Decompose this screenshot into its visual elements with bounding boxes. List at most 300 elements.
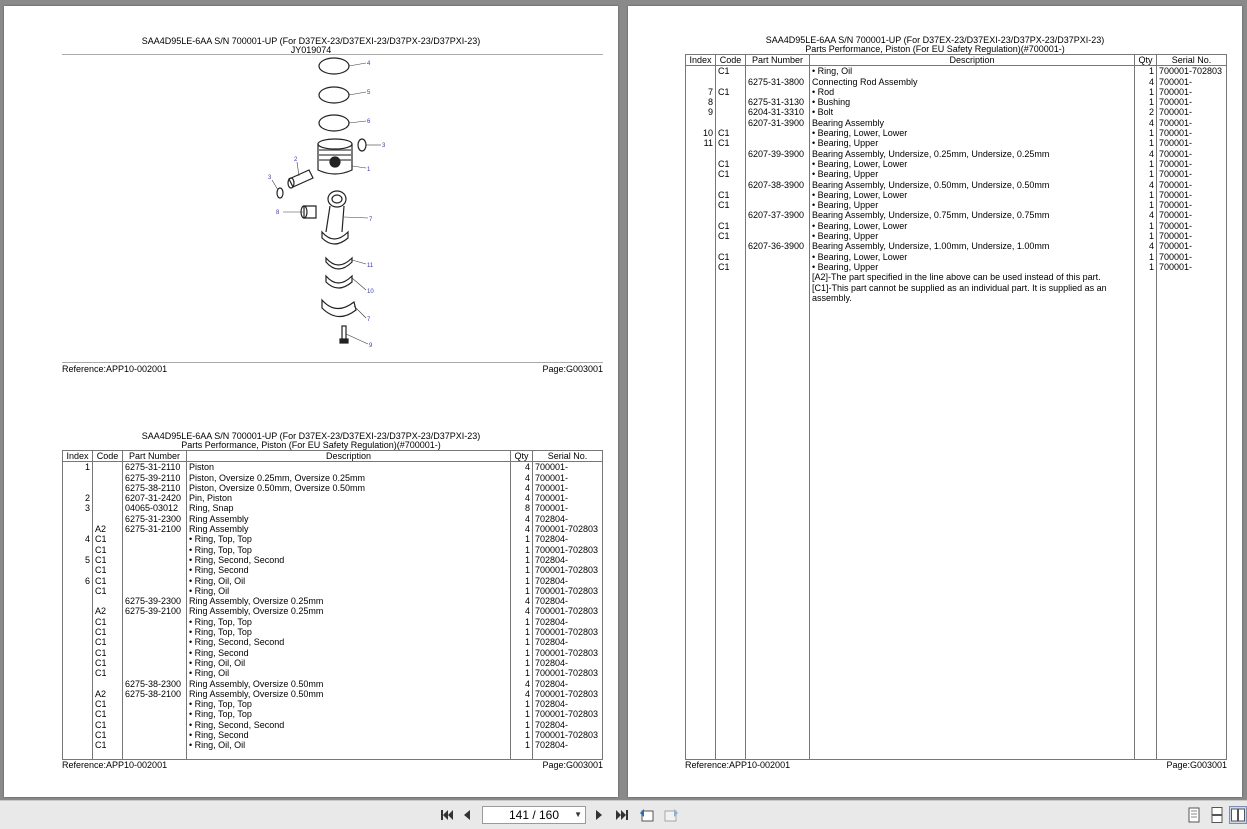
cell-description: Piston bbox=[187, 462, 511, 473]
bearing-upper bbox=[326, 258, 352, 269]
cell-serial: 700001- bbox=[1157, 262, 1227, 272]
table-row bbox=[63, 534, 603, 544]
cell-code: C1 bbox=[716, 169, 746, 179]
cell-qty: 4 bbox=[511, 606, 533, 616]
cell-serial: 700001- bbox=[1157, 159, 1227, 169]
cell-code bbox=[716, 210, 746, 220]
cell-qty: 1 bbox=[511, 586, 533, 596]
cell-qty: 1 bbox=[1135, 252, 1157, 262]
table-row bbox=[686, 262, 1227, 272]
go-back-button[interactable] bbox=[638, 806, 656, 824]
cell-index bbox=[63, 617, 93, 627]
table-row bbox=[63, 545, 603, 555]
cell-serial: 700001-702803 bbox=[533, 545, 603, 555]
cell-serial: 700001- bbox=[1157, 180, 1227, 190]
next-page-button[interactable] bbox=[590, 806, 608, 824]
cell-part-number: 6275-39-2110 bbox=[123, 473, 187, 483]
cell-code: C1 bbox=[716, 231, 746, 241]
go-back-icon bbox=[639, 807, 655, 823]
table-row bbox=[63, 462, 603, 473]
cell-code: A2 bbox=[93, 689, 123, 699]
cell-serial: 700001- bbox=[533, 473, 603, 483]
cell-serial: 700001- bbox=[1157, 200, 1227, 210]
cell-index bbox=[63, 730, 93, 740]
cell-part-number: 6275-31-3130 bbox=[746, 97, 810, 107]
right-page bbox=[628, 6, 1242, 797]
next-page-icon bbox=[594, 809, 604, 821]
page-indicator: 141 / 160 bbox=[508, 808, 560, 822]
cell-part-number bbox=[123, 658, 187, 668]
callout: 11 bbox=[367, 263, 374, 269]
cell-qty: 1 bbox=[1135, 87, 1157, 97]
cell-part-number bbox=[123, 534, 187, 544]
left-page bbox=[4, 6, 618, 797]
cell-part-number bbox=[123, 740, 187, 750]
cell-qty: 1 bbox=[511, 740, 533, 750]
cell-description: Ring Assembly bbox=[187, 524, 511, 534]
col-part-number-header: Part Number bbox=[746, 55, 810, 66]
cell-description: • Ring, Top, Top bbox=[187, 709, 511, 719]
cell-serial: 700001- bbox=[1157, 241, 1227, 251]
cell-code: C1 bbox=[93, 576, 123, 586]
cell-qty: 4 bbox=[1135, 210, 1157, 220]
table-row bbox=[63, 483, 603, 493]
cell-part-number: 6207-38-3900 bbox=[746, 180, 810, 190]
cell-qty: 1 bbox=[511, 545, 533, 555]
reference-label: Reference:APP10-002001 bbox=[62, 760, 168, 770]
cell-serial: 700001-702803 bbox=[533, 668, 603, 678]
cell-serial: 700001-702803 bbox=[533, 689, 603, 699]
cell-qty: 1 bbox=[1135, 128, 1157, 138]
callout: 4 bbox=[367, 61, 371, 67]
cell-index bbox=[63, 720, 93, 730]
cell-code bbox=[93, 514, 123, 524]
table-row bbox=[63, 493, 603, 503]
cell-qty: 1 bbox=[511, 565, 533, 575]
cell-serial: 700001-702803 bbox=[533, 730, 603, 740]
cell-description: • Ring, Top, Top bbox=[187, 627, 511, 637]
cell-qty: 1 bbox=[511, 555, 533, 565]
cell-part-number bbox=[123, 637, 187, 647]
cell-part-number: 6275-39-2300 bbox=[123, 596, 187, 606]
table-row bbox=[63, 709, 603, 719]
cell-index bbox=[63, 689, 93, 699]
cell-qty: 1 bbox=[1135, 66, 1157, 77]
cell-part-number bbox=[746, 252, 810, 262]
cell-description: • Ring, Second bbox=[187, 565, 511, 575]
cell-serial: 700001- bbox=[533, 493, 603, 503]
cell-serial: 700001- bbox=[1157, 190, 1227, 200]
cell-qty: 8 bbox=[511, 503, 533, 513]
cell-code: C1 bbox=[93, 699, 123, 709]
cell-code: C1 bbox=[716, 262, 746, 272]
table-header-row bbox=[686, 55, 1227, 66]
cell-serial: 700001-702803 bbox=[533, 627, 603, 637]
cell-code: C1 bbox=[93, 648, 123, 658]
cell-code: A2 bbox=[93, 524, 123, 534]
cell-description: Bearing Assembly, Undersize, 1.00mm, Undersize, 1.00mm bbox=[810, 241, 1135, 251]
cell-qty: 4 bbox=[511, 462, 533, 473]
cell-index bbox=[63, 565, 93, 575]
table-row bbox=[63, 555, 603, 565]
piston-pin bbox=[288, 170, 313, 188]
cell-code: C1 bbox=[716, 128, 746, 138]
cell-part-number: 6275-38-2100 bbox=[123, 689, 187, 699]
table-row bbox=[63, 514, 603, 524]
cell-qty: 1 bbox=[511, 658, 533, 668]
cell-code: A2 bbox=[93, 606, 123, 616]
go-forward-button[interactable] bbox=[662, 806, 680, 824]
col-serial-header: Serial No. bbox=[1157, 55, 1227, 66]
diagram-page-title: SAA4D95LE-6AA S/N 700001-UP (For D37EX-23/D37EXI-23/D37PX-23/D37PXI-23) bbox=[141, 36, 481, 46]
page-code: Page:G003001 bbox=[542, 760, 603, 770]
parts-table bbox=[685, 54, 1227, 760]
cell-serial: 700001- bbox=[533, 503, 603, 513]
continuous-page-icon bbox=[1211, 807, 1223, 823]
cell-part-number: 6275-38-2110 bbox=[123, 483, 187, 493]
callout: 3 bbox=[382, 143, 386, 149]
table-row bbox=[63, 627, 603, 637]
cell-code: C1 bbox=[716, 138, 746, 148]
footnote: [C1]-This part cannot be supplied as an individual part. It is supplied as an assembly. bbox=[810, 283, 1135, 304]
cell-part-number bbox=[123, 668, 187, 678]
cell-description: • Bearing, Lower, Lower bbox=[810, 159, 1135, 169]
cell-description: • Ring, Oil bbox=[187, 586, 511, 596]
cell-description: Ring Assembly, Oversize 0.25mm bbox=[187, 596, 511, 606]
cell-index bbox=[686, 221, 716, 231]
cell-description: • Ring, Second, Second bbox=[187, 637, 511, 647]
cell-code: C1 bbox=[93, 534, 123, 544]
cell-index bbox=[63, 668, 93, 678]
cell-index bbox=[686, 159, 716, 169]
table-row bbox=[686, 118, 1227, 128]
table-row bbox=[686, 87, 1227, 97]
cell-qty: 1 bbox=[511, 534, 533, 544]
cell-description: • Ring, Oil bbox=[810, 66, 1135, 77]
page-number-select[interactable] bbox=[482, 806, 586, 824]
cell-code bbox=[716, 241, 746, 251]
cell-description: • Bolt bbox=[810, 107, 1135, 117]
cell-part-number: 6204-31-3310 bbox=[746, 107, 810, 117]
note-row bbox=[686, 272, 1227, 282]
bearing-lower bbox=[326, 276, 352, 288]
cell-description: • Bearing, Upper bbox=[810, 169, 1135, 179]
table-row bbox=[63, 679, 603, 689]
cell-serial: 700001- bbox=[1157, 149, 1227, 159]
cell-qty: 4 bbox=[1135, 241, 1157, 251]
cell-part-number bbox=[123, 709, 187, 719]
col-description-header: Description bbox=[187, 451, 511, 462]
table-body bbox=[686, 66, 1227, 760]
note-row bbox=[686, 283, 1227, 304]
cell-serial: 702804- bbox=[533, 720, 603, 730]
cell-code bbox=[716, 149, 746, 159]
cell-part-number bbox=[746, 159, 810, 169]
cell-index bbox=[63, 524, 93, 534]
cell-qty: 4 bbox=[1135, 118, 1157, 128]
cell-index bbox=[63, 740, 93, 750]
cell-index: 3 bbox=[63, 503, 93, 513]
cell-code: C1 bbox=[93, 545, 123, 555]
snap-ring-right bbox=[358, 139, 366, 151]
cell-serial: 702804- bbox=[533, 617, 603, 627]
cell-index: 7 bbox=[686, 87, 716, 97]
cell-serial: 702804- bbox=[533, 555, 603, 565]
cell-description: Connecting Rod Assembly bbox=[810, 77, 1135, 87]
go-forward-icon bbox=[663, 807, 679, 823]
cell-code bbox=[93, 596, 123, 606]
cell-part-number bbox=[746, 231, 810, 241]
cell-code: C1 bbox=[93, 658, 123, 668]
table-row bbox=[63, 503, 603, 513]
single-page-view-button[interactable] bbox=[1185, 806, 1203, 824]
cell-part-number: 6207-31-3900 bbox=[746, 118, 810, 128]
first-page-button[interactable] bbox=[438, 806, 456, 824]
table-row bbox=[63, 689, 603, 699]
previous-page-button[interactable] bbox=[458, 806, 476, 824]
cell-serial: 700001- bbox=[1157, 107, 1227, 117]
cell-description: • Bearing, Lower, Lower bbox=[810, 128, 1135, 138]
table-filler-row bbox=[63, 751, 603, 760]
cell-serial: 700001-702803 bbox=[533, 586, 603, 596]
cell-qty: 1 bbox=[1135, 169, 1157, 179]
cell-description: Ring Assembly, Oversize 0.50mm bbox=[187, 679, 511, 689]
cell-part-number bbox=[123, 720, 187, 730]
cell-index bbox=[63, 473, 93, 483]
cell-description: Ring Assembly bbox=[187, 514, 511, 524]
cell-part-number bbox=[123, 730, 187, 740]
cell-code bbox=[93, 483, 123, 493]
cell-code: C1 bbox=[93, 720, 123, 730]
cell-qty: 1 bbox=[1135, 231, 1157, 241]
cell-description: • Bearing, Lower, Lower bbox=[810, 221, 1135, 231]
cell-qty: 1 bbox=[511, 637, 533, 647]
cell-part-number bbox=[123, 576, 187, 586]
table-row bbox=[686, 231, 1227, 241]
col-serial-header: Serial No. bbox=[533, 451, 603, 462]
callout: 5 bbox=[367, 90, 371, 96]
cell-qty: 4 bbox=[511, 514, 533, 524]
table-row bbox=[63, 586, 603, 596]
cell-serial: 700001- bbox=[1157, 128, 1227, 138]
dropdown-caret-icon: ▼ bbox=[574, 810, 582, 819]
cell-code: C1 bbox=[716, 66, 746, 77]
diagram-bottom-rule bbox=[62, 362, 603, 363]
cell-code: C1 bbox=[93, 627, 123, 637]
cell-code bbox=[93, 462, 123, 473]
cell-part-number: 6207-39-3900 bbox=[746, 149, 810, 159]
cell-part-number: 6275-31-3800 bbox=[746, 77, 810, 87]
cell-code: C1 bbox=[716, 159, 746, 169]
last-page-button[interactable] bbox=[613, 806, 631, 824]
cell-index bbox=[63, 699, 93, 709]
cell-index: 11 bbox=[686, 138, 716, 148]
two-page-view-button[interactable] bbox=[1229, 806, 1247, 824]
cell-index: 4 bbox=[63, 534, 93, 544]
cell-code: C1 bbox=[93, 586, 123, 596]
parts-table-subtitle: Parts Performance, Piston (For EU Safety Regulation)(#700001-) bbox=[181, 440, 441, 450]
table-row bbox=[686, 66, 1227, 77]
reference-label: Reference:APP10-002001 bbox=[685, 760, 791, 770]
cell-description: • Ring, Second bbox=[187, 648, 511, 658]
cell-description: Bearing Assembly, Undersize, 0.25mm, Undersize, 0.25mm bbox=[810, 149, 1135, 159]
table-row bbox=[686, 252, 1227, 262]
cell-part-number: 6275-31-2100 bbox=[123, 524, 187, 534]
cell-part-number: 6275-38-2300 bbox=[123, 679, 187, 689]
cell-index bbox=[63, 483, 93, 493]
cell-qty: 4 bbox=[511, 524, 533, 534]
cell-part-number bbox=[123, 627, 187, 637]
cell-part-number: 6275-39-2100 bbox=[123, 606, 187, 616]
cell-description: • Ring, Oil, Oil bbox=[187, 576, 511, 586]
cell-description: • Bearing, Upper bbox=[810, 262, 1135, 272]
cell-code bbox=[93, 473, 123, 483]
cell-qty: 1 bbox=[511, 668, 533, 678]
cell-code bbox=[93, 493, 123, 503]
table-row bbox=[686, 210, 1227, 220]
cell-part-number: 6275-31-2300 bbox=[123, 514, 187, 524]
cell-index bbox=[63, 679, 93, 689]
table-row bbox=[686, 190, 1227, 200]
cell-code: C1 bbox=[93, 709, 123, 719]
cell-code bbox=[716, 77, 746, 87]
cell-description: Ring Assembly, Oversize 0.25mm bbox=[187, 606, 511, 616]
table-row bbox=[686, 169, 1227, 179]
cell-description: • Ring, Oil, Oil bbox=[187, 740, 511, 750]
col-qty-header: Qty bbox=[1135, 55, 1157, 66]
cell-description: • Bearing, Lower, Lower bbox=[810, 190, 1135, 200]
table-row bbox=[63, 668, 603, 678]
cell-qty: 1 bbox=[511, 730, 533, 740]
two-page-icon bbox=[1231, 808, 1245, 822]
table-row bbox=[63, 658, 603, 668]
cell-description: Ring, Snap bbox=[187, 503, 511, 513]
cell-qty: 4 bbox=[511, 596, 533, 606]
page-code: Page:G003001 bbox=[542, 364, 603, 374]
cell-code: C1 bbox=[716, 252, 746, 262]
cell-qty: 1 bbox=[1135, 159, 1157, 169]
cell-serial: 700001-702803 bbox=[533, 565, 603, 575]
cell-description: • Rod bbox=[810, 87, 1135, 97]
cell-index bbox=[686, 241, 716, 251]
col-part-number-header: Part Number bbox=[123, 451, 187, 462]
cell-part-number bbox=[123, 555, 187, 565]
cell-description: • Bearing, Lower, Lower bbox=[810, 252, 1135, 262]
cell-qty: 1 bbox=[511, 627, 533, 637]
cell-qty: 4 bbox=[1135, 77, 1157, 87]
cell-index bbox=[63, 545, 93, 555]
cell-part-number bbox=[123, 699, 187, 709]
cell-serial: 700001- bbox=[1157, 97, 1227, 107]
cell-qty: 2 bbox=[1135, 107, 1157, 117]
cell-description: • Ring, Second bbox=[187, 730, 511, 740]
cell-part-number bbox=[746, 128, 810, 138]
continuous-view-button[interactable] bbox=[1208, 806, 1226, 824]
cell-index: 1 bbox=[63, 462, 93, 473]
cell-qty: 1 bbox=[1135, 97, 1157, 107]
cell-serial: 700001- bbox=[1157, 87, 1227, 97]
cell-code: C1 bbox=[93, 617, 123, 627]
cell-part-number: 6207-37-3900 bbox=[746, 210, 810, 220]
parts-table bbox=[62, 450, 603, 760]
cell-index bbox=[686, 66, 716, 77]
cell-index bbox=[686, 262, 716, 272]
parts-table-title: SAA4D95LE-6AA S/N 700001-UP (For D37EX-23/D37EXI-23/D37PX-23/D37PXI-23) bbox=[141, 431, 481, 441]
cell-description: • Bearing, Upper bbox=[810, 138, 1135, 148]
cell-part-number bbox=[746, 169, 810, 179]
cell-description: • Ring, Top, Top bbox=[187, 699, 511, 709]
cell-index bbox=[63, 709, 93, 719]
cell-serial: 700001-702803 bbox=[533, 709, 603, 719]
piston bbox=[318, 139, 352, 174]
cell-serial: 702804- bbox=[533, 534, 603, 544]
piston-exploded-diagram bbox=[4, 54, 618, 364]
callout: 3 bbox=[268, 175, 272, 181]
cell-description: • Ring, Oil, Oil bbox=[187, 658, 511, 668]
table-row bbox=[686, 107, 1227, 117]
cell-index bbox=[686, 77, 716, 87]
cell-serial: 702804- bbox=[533, 514, 603, 524]
last-page-icon bbox=[615, 809, 629, 821]
cell-part-number bbox=[123, 565, 187, 575]
bushing bbox=[301, 206, 316, 218]
col-index-header: Index bbox=[63, 451, 93, 462]
cell-qty: 4 bbox=[1135, 180, 1157, 190]
cell-index bbox=[63, 658, 93, 668]
cell-code bbox=[716, 118, 746, 128]
table-row bbox=[686, 159, 1227, 169]
table-row bbox=[686, 77, 1227, 87]
cell-code: C1 bbox=[93, 668, 123, 678]
cell-index bbox=[686, 169, 716, 179]
cell-code bbox=[93, 679, 123, 689]
table-row bbox=[63, 740, 603, 750]
cell-part-number bbox=[746, 262, 810, 272]
cell-code bbox=[93, 503, 123, 513]
cell-serial: 700001- bbox=[1157, 77, 1227, 87]
table-row bbox=[63, 576, 603, 586]
table-body bbox=[63, 462, 603, 759]
cell-description: Bearing Assembly bbox=[810, 118, 1135, 128]
cell-qty: 1 bbox=[1135, 138, 1157, 148]
ring-oil bbox=[319, 115, 349, 131]
cell-serial: 700001- bbox=[1157, 138, 1227, 148]
cell-description: • Ring, Top, Top bbox=[187, 545, 511, 555]
table-row bbox=[63, 720, 603, 730]
cell-index: 8 bbox=[686, 97, 716, 107]
cell-code: C1 bbox=[716, 190, 746, 200]
cell-part-number: 04065-03012 bbox=[123, 503, 187, 513]
table-row bbox=[63, 730, 603, 740]
callout: 6 bbox=[367, 119, 371, 125]
cell-part-number: 6207-36-3900 bbox=[746, 241, 810, 251]
cell-qty: 4 bbox=[511, 679, 533, 689]
table-row bbox=[63, 473, 603, 483]
table-row bbox=[686, 149, 1227, 159]
table-row bbox=[686, 138, 1227, 148]
cell-code bbox=[716, 97, 746, 107]
cell-serial: 700001- bbox=[533, 483, 603, 493]
cell-description: • Bearing, Upper bbox=[810, 200, 1135, 210]
cell-part-number bbox=[746, 138, 810, 148]
cell-description: Ring Assembly, Oversize 0.50mm bbox=[187, 689, 511, 699]
cell-index: 5 bbox=[63, 555, 93, 565]
table-filler-row bbox=[686, 303, 1227, 760]
cell-serial: 702804- bbox=[533, 576, 603, 586]
callout: 10 bbox=[367, 289, 374, 295]
cell-qty: 1 bbox=[1135, 190, 1157, 200]
single-page-icon bbox=[1188, 807, 1200, 823]
